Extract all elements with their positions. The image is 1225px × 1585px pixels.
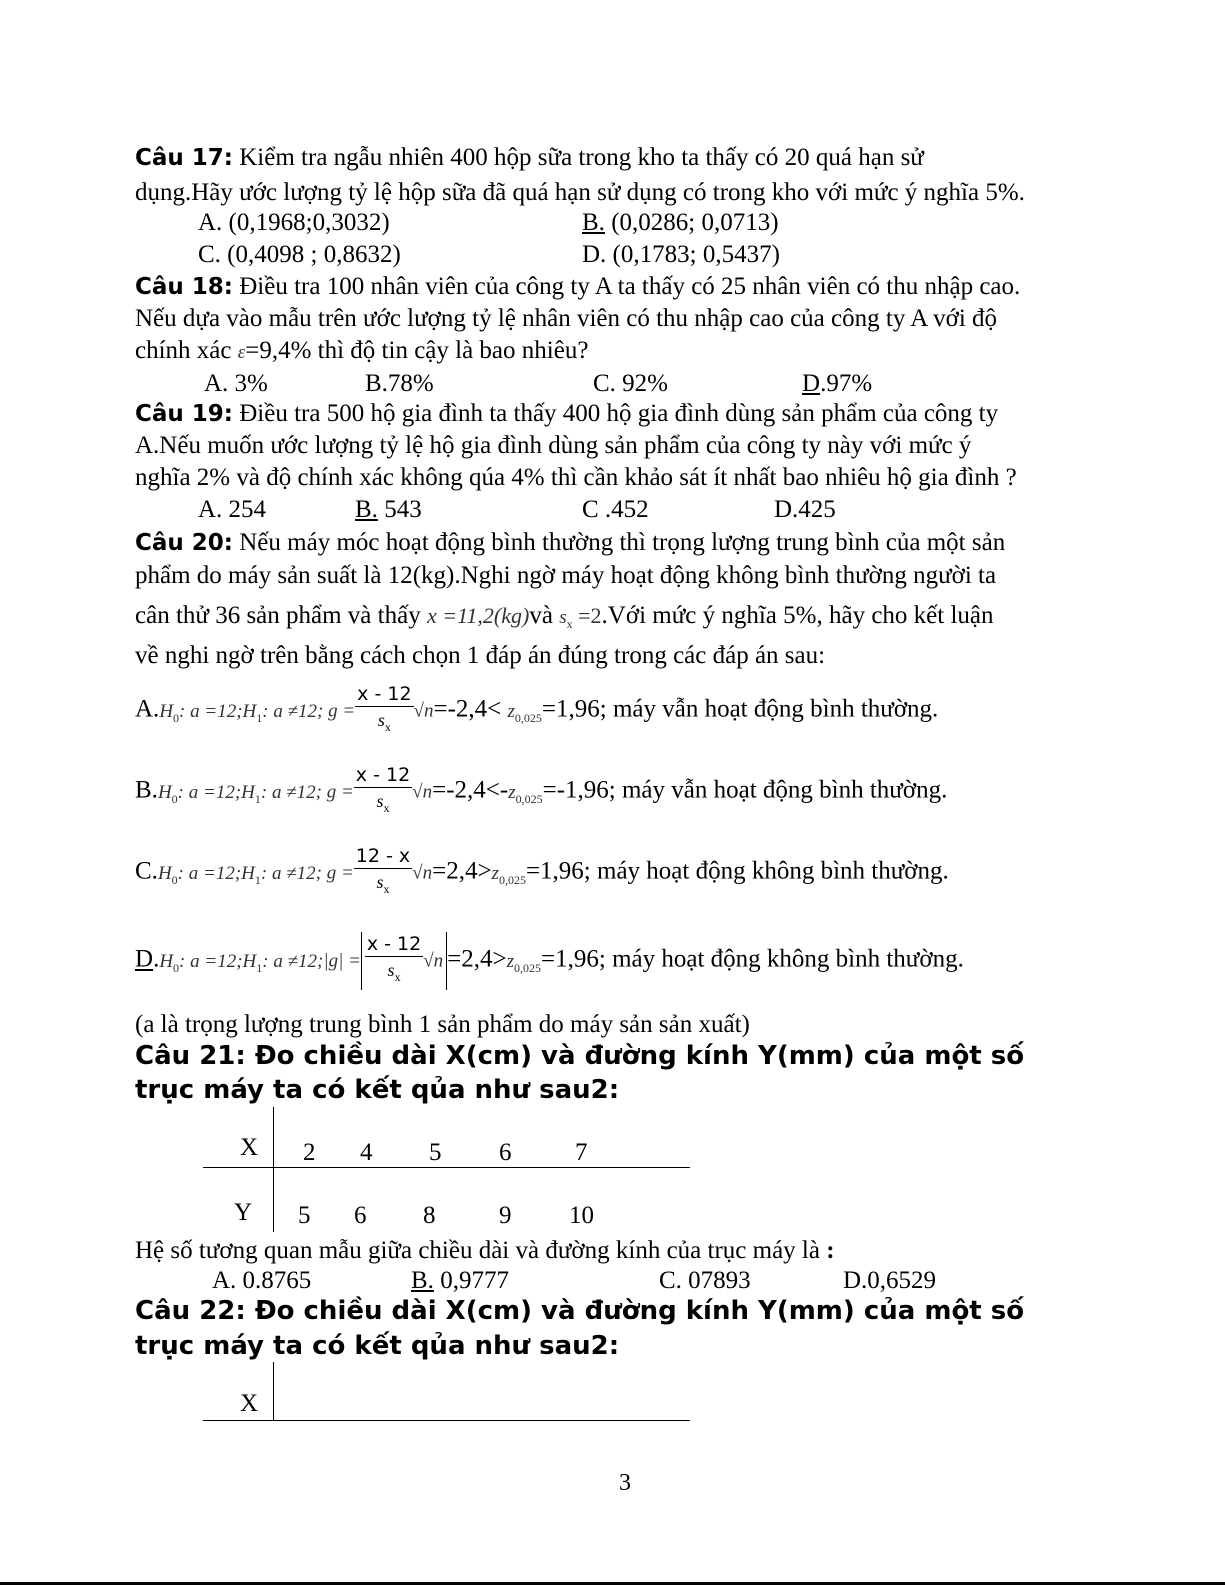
q20-line2: phẩm do máy sản suất là 12(kg).Nghi ngờ máy hoạt động không bình thường người ta xyxy=(135,562,997,589)
q18-line3: chính xác ε=9,4% thì độ tin cậy là bao nhiêu? xyxy=(135,337,589,364)
table-y-value: 10 xyxy=(569,1202,594,1229)
fraction: $\frac{x - 12}{s_x}$ xyxy=(366,933,422,984)
fraction: $\frac{x - 12}{s_x}$ xyxy=(357,683,412,734)
table-x-value: 6 xyxy=(499,1139,512,1166)
table-x-label: X xyxy=(240,1134,259,1161)
table-y-value: 6 xyxy=(354,1202,367,1229)
q21-option-a: A. 0.8765 xyxy=(212,1267,312,1294)
q18-line2: Nếu dựa vào mẫu trên ước lượng tỷ lệ nhân viên có thu nhập cao của công ty A với độ xyxy=(135,305,998,332)
q19-option-c: C .452 xyxy=(582,496,649,523)
table-y-value: 5 xyxy=(298,1202,311,1229)
q17-option-b: B. (0,0286; 0,0713) xyxy=(582,209,779,236)
fraction: $\frac{x - 12}{s_x}$ xyxy=(355,764,411,815)
q20-option-d: $D.H_0$: $a =12;H_1$: a ≠12;|g| = $\frac{x - 12}{s_x}$ $√n =2,4>z_{0,025}=1,96$; máy hoạt động không bình thường. xyxy=(135,932,964,992)
q21-heading-line2: trục máy ta có kết qủa như sau2: xyxy=(135,1075,620,1105)
table-vertical-divider xyxy=(273,1362,274,1420)
q20-note: (a là trọng lượng trung bình 1 sản phẩm do máy sản sản xuất) xyxy=(135,1011,750,1038)
table-x-value: 5 xyxy=(429,1139,442,1166)
q21-heading-line1: Câu 21: Đo chiều dài X(cm) và đường kính Y(mm) của một số xyxy=(135,1041,1025,1071)
absolute-value-bars: $\frac{x - 12}{s_x}$ √n xyxy=(361,932,447,990)
xbar-value: x =11,2(kg) xyxy=(426,603,530,628)
q20-line1: Câu 20: Nếu máy móc hoạt động bình thường thì trọng lượng trung bình của một sản xyxy=(135,529,1006,556)
q17-line2: dụng.Hãy ước lượng tỷ lệ hộp sữa đã quá hạn sử dụng có trong kho với mức ý nghĩa 5%. xyxy=(135,179,1025,206)
q17-option-a: A. (0,1968;0,3032) xyxy=(198,209,390,236)
q19-option-d: D.425 xyxy=(774,496,836,523)
table-vertical-divider xyxy=(273,1107,274,1232)
q20-label: Câu 20: xyxy=(135,530,233,556)
q21-question: Hệ số tương quan mẫu giữa chiều dài và đường kính của trục máy là : xyxy=(135,1237,835,1264)
sx-symbol: $s_x$ xyxy=(559,607,573,631)
table-x-value: 4 xyxy=(360,1139,373,1166)
table-y-value: 8 xyxy=(423,1202,436,1229)
q18-option-b: B.78% xyxy=(365,370,434,397)
q18-option-a: A. 3% xyxy=(204,370,268,397)
q19-option-a: A. 254 xyxy=(198,496,267,523)
q18-label: Câu 18: xyxy=(135,274,233,300)
q20-option-a: $A.H_0$: $a =12;H_1$: a ≠12; g = $\frac{x - 12}{s_x}$ $√n=-2,4< z_{0,025}=1,96$; máy vẫn hoạt động bình thường. xyxy=(135,682,938,742)
q19-label: Câu 19: xyxy=(135,401,233,427)
q18-line1: Câu 18: Điều tra 100 nhân viên của công ty A ta thấy có 25 nhân viên có thu nhập cao. xyxy=(135,273,1021,300)
page-number: 3 xyxy=(619,1470,631,1496)
table-x-value: 2 xyxy=(303,1139,316,1166)
q20-line3: cân thử 36 sản phẩm và thấy x =11,2(kg)và $s_x$ =2.Với mức ý nghĩa 5%, hãy cho kết luận xyxy=(135,602,994,631)
table-horizontal-divider xyxy=(203,1420,690,1421)
q20-line4: về nghi ngờ trên bằng cách chọn 1 đáp án đúng trong các đáp án sau: xyxy=(135,642,826,669)
q19-line2: A.Nếu muốn ước lượng tỷ lệ hộ gia đình dùng sản phẩm của công ty này với mức ý xyxy=(135,432,972,459)
q22-heading-line1: Câu 22: Đo chiều dài X(cm) và đường kính Y(mm) của một số xyxy=(135,1296,1025,1326)
q19-line1: Câu 19: Điều tra 500 hộ gia đình ta thấy 400 hộ gia đình dùng sản phẩm của công ty xyxy=(135,400,999,427)
q18-option-d: D.97% xyxy=(802,370,873,397)
q20-option-c: $C.H_0$: $a =12;H_1$: a ≠12; g = $\frac{12 - x}{s_x}$ $√n=2,4>z_{0,025}=1,96$; máy hoạt động không bình thường. xyxy=(135,844,949,904)
table-x-value: 7 xyxy=(575,1139,588,1166)
epsilon-symbol: ε xyxy=(237,342,246,363)
fraction: $\frac{12 - x}{s_x}$ xyxy=(355,845,411,896)
q21-option-d: D.0,6529 xyxy=(843,1267,937,1294)
q20-option-b: $B.H_0$: $a =12;H_1$: a ≠12; g = $\frac{x - 12}{s_x}$ $√n=-2,4<-z_{0,025}=-1,96$; máy vẫn hoạt động bình thường. xyxy=(135,763,947,823)
q17-option-d: D. (0,1783; 0,5437) xyxy=(582,241,780,268)
table-x-label: X xyxy=(240,1390,259,1417)
q17-option-c: C. (0,4098 ; 0,8632) xyxy=(198,241,401,268)
table-y-value: 9 xyxy=(499,1202,512,1229)
q22-heading-line2: trục máy ta có kết qủa như sau2: xyxy=(135,1331,620,1361)
q19-line3: nghĩa 2% và độ chính xác không qúa 4% thì cần khảo sát ít nhất bao nhiêu hộ gia đình ? xyxy=(135,464,1017,491)
q18-option-c: C. 92% xyxy=(593,370,668,397)
q17-line1: Câu 17: Kiểm tra ngẫu nhiên 400 hộp sữa trong kho ta thấy có 20 quá hạn sử xyxy=(135,144,924,171)
q19-option-b: B. 543 xyxy=(355,496,422,523)
table-horizontal-divider xyxy=(203,1167,690,1168)
table-y-label: Y xyxy=(234,1199,253,1226)
q21-option-b: B. 0,9777 xyxy=(411,1267,509,1294)
q17-label: Câu 17: xyxy=(135,145,233,171)
q21-option-c: C. 07893 xyxy=(659,1267,751,1294)
